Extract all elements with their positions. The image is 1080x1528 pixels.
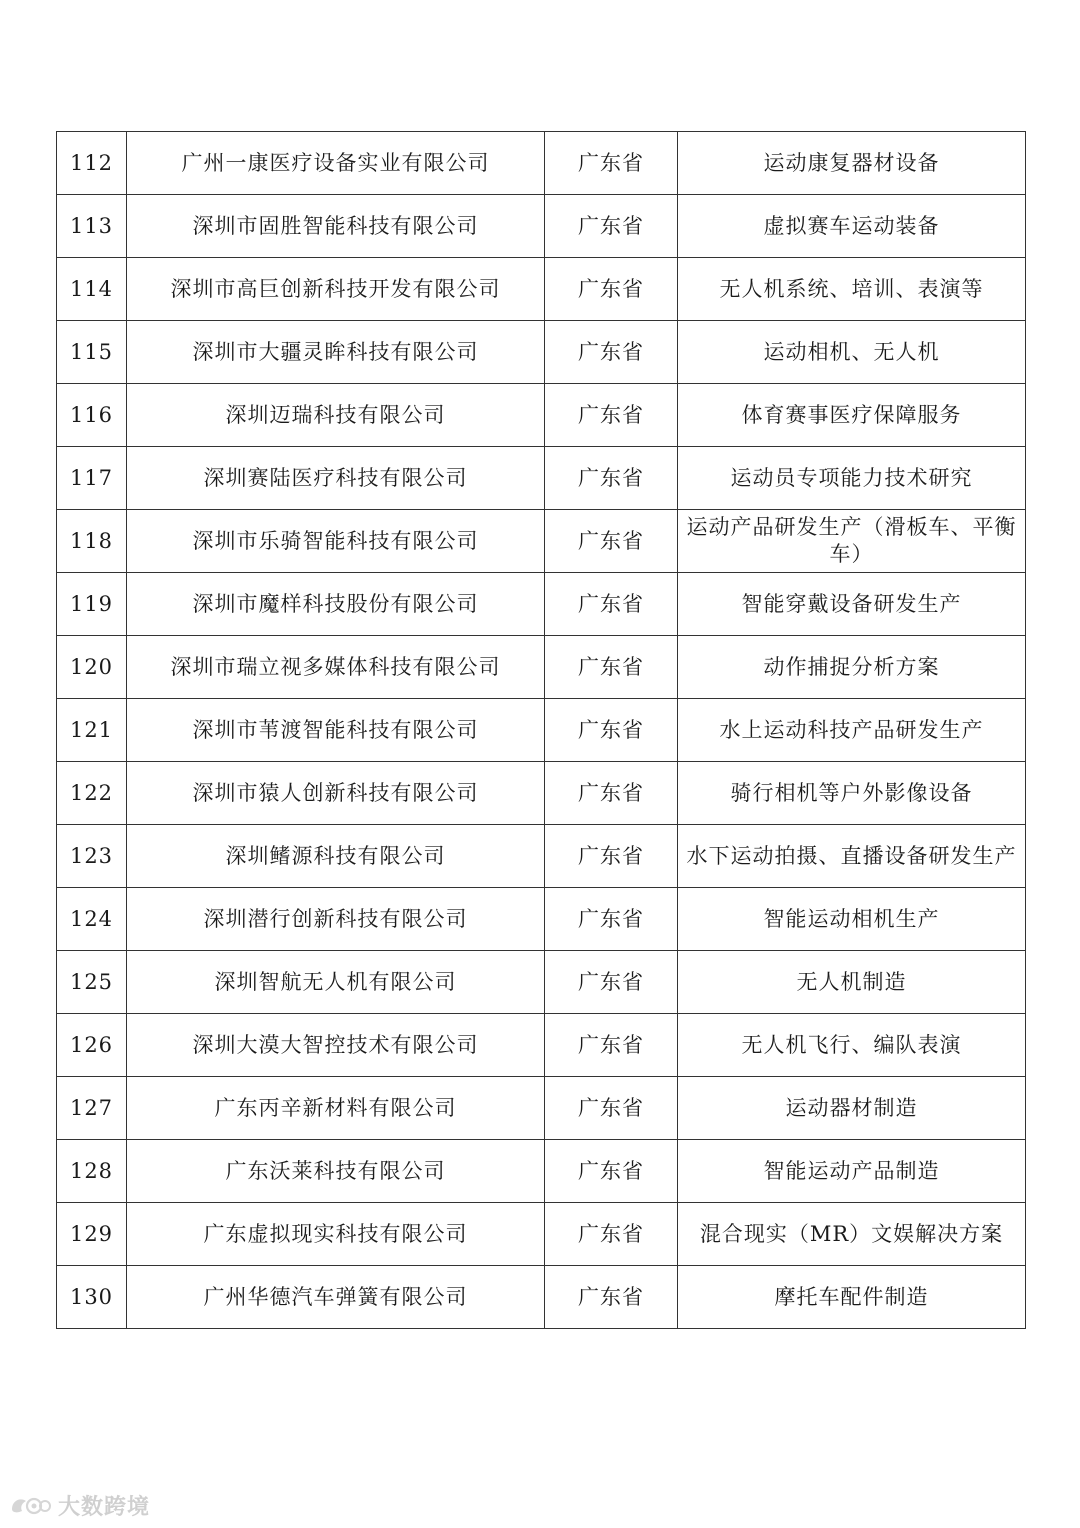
row-number: 122 [57,762,127,825]
company-name: 深圳市固胜智能科技有限公司 [127,195,545,258]
company-name: 深圳市魔样科技股份有限公司 [127,573,545,636]
company-name: 深圳市苇渡智能科技有限公司 [127,699,545,762]
company-name: 广州一康医疗设备实业有限公司 [127,132,545,195]
business-scope: 智能穿戴设备研发生产 [678,573,1026,636]
watermark-text: 大数跨境 [58,1494,151,1520]
table-row [57,951,1026,1014]
province: 广东省 [545,510,678,573]
company-table [56,131,1026,1329]
table-row [57,1203,1026,1266]
row-number: 128 [57,1140,127,1203]
table-row [57,321,1026,384]
province: 广东省 [545,384,678,447]
province: 广东省 [545,825,678,888]
province: 广东省 [545,699,678,762]
company-name: 深圳赛陆医疗科技有限公司 [127,447,545,510]
row-number: 114 [57,258,127,321]
company-name: 深圳智航无人机有限公司 [127,951,545,1014]
province: 广东省 [545,447,678,510]
row-number: 119 [57,573,127,636]
row-number: 116 [57,384,127,447]
table-row [57,384,1026,447]
row-number: 118 [57,510,127,573]
company-name: 广东丙辛新材料有限公司 [127,1077,545,1140]
table-row [57,762,1026,825]
table-row [57,825,1026,888]
watermark [8,1490,150,1520]
table-row [57,510,1026,573]
row-number: 129 [57,1203,127,1266]
province: 广东省 [545,195,678,258]
company-name: 深圳市高巨创新科技开发有限公司 [127,258,545,321]
business-scope: 体育赛事医疗保障服务 [678,384,1026,447]
business-scope: 水下运动拍摄、直播设备研发生产 [678,825,1026,888]
table-row [57,1014,1026,1077]
company-name: 深圳大漠大智控技术有限公司 [127,1014,545,1077]
province: 广东省 [545,1203,678,1266]
table-row [57,1077,1026,1140]
business-scope: 运动康复器材设备 [678,132,1026,195]
row-number: 120 [57,636,127,699]
row-number: 127 [57,1077,127,1140]
company-name: 深圳市乐骑智能科技有限公司 [127,510,545,573]
province: 广东省 [545,951,678,1014]
business-scope: 无人机飞行、编队表演 [678,1014,1026,1077]
weibo-eye-logo-icon [8,1493,52,1517]
province: 广东省 [545,888,678,951]
business-scope: 运动员专项能力技术研究 [678,447,1026,510]
table-row [57,573,1026,636]
row-number: 123 [57,825,127,888]
province: 广东省 [545,1266,678,1329]
province: 广东省 [545,762,678,825]
company-name: 深圳鳍源科技有限公司 [127,825,545,888]
business-scope: 混合现实（MR）文娱解决方案 [678,1203,1026,1266]
company-name: 广东沃莱科技有限公司 [127,1140,545,1203]
row-number: 115 [57,321,127,384]
company-name: 深圳市瑞立视多媒体科技有限公司 [127,636,545,699]
row-number: 124 [57,888,127,951]
company-name: 广州华德汽车弹簧有限公司 [127,1266,545,1329]
business-scope: 动作捕捉分析方案 [678,636,1026,699]
row-number: 130 [57,1266,127,1329]
company-name: 深圳潜行创新科技有限公司 [127,888,545,951]
business-scope: 水上运动科技产品研发生产 [678,699,1026,762]
company-name: 深圳市大疆灵眸科技有限公司 [127,321,545,384]
province: 广东省 [545,1140,678,1203]
row-number: 112 [57,132,127,195]
business-scope: 运动相机、无人机 [678,321,1026,384]
table-body [57,132,1026,1329]
table-row [57,888,1026,951]
table-row [57,1266,1026,1329]
row-number: 126 [57,1014,127,1077]
table-row [57,258,1026,321]
province: 广东省 [545,132,678,195]
table-row [57,447,1026,510]
business-scope: 运动器材制造 [678,1077,1026,1140]
province: 广东省 [545,1077,678,1140]
business-scope: 无人机系统、培训、表演等 [678,258,1026,321]
business-scope: 摩托车配件制造 [678,1266,1026,1329]
business-scope: 智能运动产品制造 [678,1140,1026,1203]
table-row [57,132,1026,195]
business-scope: 运动产品研发生产（滑板车、平衡车） [678,510,1026,573]
province: 广东省 [545,321,678,384]
business-scope: 无人机制造 [678,951,1026,1014]
table-row [57,636,1026,699]
business-scope: 骑行相机等户外影像设备 [678,762,1026,825]
row-number: 117 [57,447,127,510]
row-number: 113 [57,195,127,258]
company-name: 广东虚拟现实科技有限公司 [127,1203,545,1266]
province: 广东省 [545,1014,678,1077]
company-name: 深圳迈瑞科技有限公司 [127,384,545,447]
province: 广东省 [545,258,678,321]
row-number: 121 [57,699,127,762]
business-scope: 虚拟赛车运动装备 [678,195,1026,258]
table-row [57,699,1026,762]
province: 广东省 [545,573,678,636]
row-number: 125 [57,951,127,1014]
province: 广东省 [545,636,678,699]
table-row [57,1140,1026,1203]
table-row [57,195,1026,258]
business-scope: 智能运动相机生产 [678,888,1026,951]
company-name: 深圳市猿人创新科技有限公司 [127,762,545,825]
